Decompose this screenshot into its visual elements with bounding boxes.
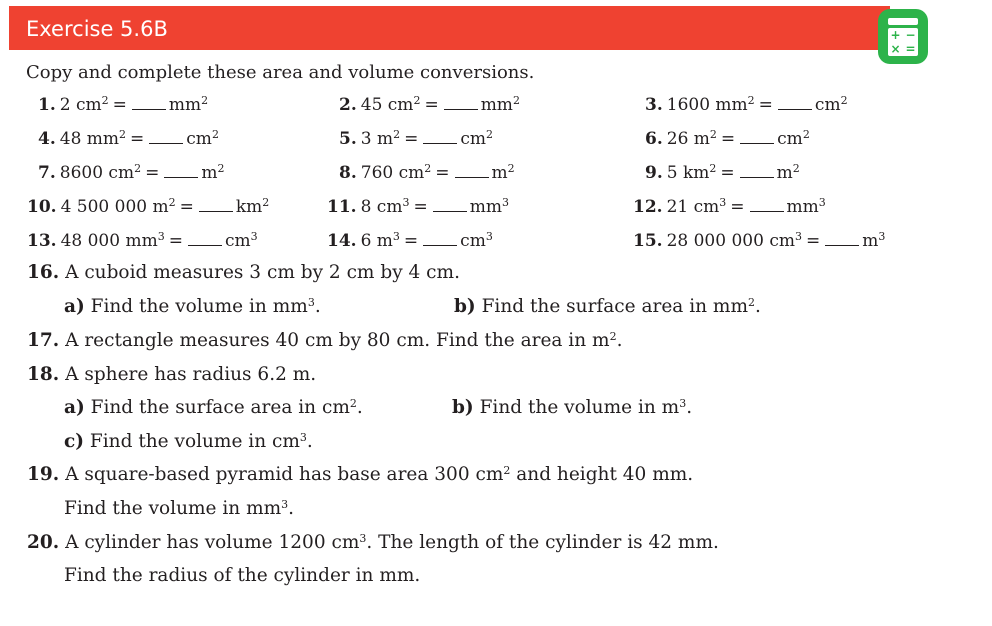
question-number: 8. bbox=[339, 163, 357, 183]
conversion-item bbox=[633, 230, 885, 252]
part-label: b) bbox=[452, 397, 474, 418]
conversion-item bbox=[645, 162, 800, 184]
question-20: 20. A cylinder has volume 1200 $cm^3$. The length of the cylinder is 42 mm. bbox=[27, 532, 719, 553]
question-18c: c) Find the volume in $cm^3$. bbox=[64, 431, 313, 452]
equals-sign: = bbox=[720, 129, 736, 149]
question-16a: a) Find the volume in $mm^3$. bbox=[64, 296, 321, 317]
equals-sign: = bbox=[168, 231, 183, 251]
question-text: Find the volume in mm bbox=[64, 498, 282, 519]
conversion-item bbox=[339, 128, 493, 150]
conversion-item bbox=[339, 162, 515, 184]
equals-sign: = bbox=[112, 95, 127, 115]
exponent: 2 bbox=[393, 128, 401, 141]
answer-blank[interactable] bbox=[164, 164, 198, 178]
right-unit: cm bbox=[460, 129, 486, 149]
calculator-keypad: + − × = bbox=[888, 28, 918, 56]
right-unit: cm bbox=[814, 95, 841, 115]
question-19-line2: Find the volume in $mm^3$. bbox=[64, 498, 295, 519]
question-16b: b) Find the surface area in $mm^2$. bbox=[454, 296, 761, 317]
question-number: 4. bbox=[38, 129, 56, 149]
exponent: 3 bbox=[392, 230, 400, 243]
conversion-item bbox=[27, 230, 258, 252]
question-text: A square-based pyramid has base area 300 cm bbox=[65, 464, 504, 485]
answer-blank[interactable] bbox=[149, 130, 183, 144]
exponent: 3 bbox=[878, 230, 886, 243]
right-unit: m bbox=[491, 163, 508, 183]
right-unit: m bbox=[776, 163, 793, 183]
exponent: 2 bbox=[802, 128, 810, 141]
left-quantity: 3 m bbox=[360, 129, 394, 149]
left-quantity: 28 000 000 cm bbox=[666, 231, 795, 251]
question-16 bbox=[27, 262, 460, 284]
left-quantity: 760 cm bbox=[360, 163, 425, 183]
part-text: Find the volume in cm bbox=[89, 431, 300, 452]
equals-sign: = bbox=[145, 163, 160, 183]
exponent: 3 bbox=[501, 196, 509, 209]
equals-sign: = bbox=[413, 197, 428, 217]
conversion-item bbox=[645, 128, 810, 150]
exponent: 2 bbox=[424, 162, 432, 175]
exponent: 3 bbox=[485, 230, 493, 243]
question-number: 3. bbox=[645, 95, 663, 115]
exponent: 2 bbox=[507, 162, 515, 175]
answer-blank[interactable] bbox=[778, 96, 812, 110]
question-20-line2 bbox=[64, 565, 420, 587]
right-unit: cm bbox=[186, 129, 212, 149]
answer-blank[interactable] bbox=[740, 130, 774, 144]
left-quantity: 1600 mm bbox=[666, 95, 748, 115]
exponent: 2 bbox=[211, 128, 219, 141]
left-quantity: 8 cm bbox=[360, 197, 403, 217]
equals-sign: = bbox=[424, 95, 439, 115]
part-label: b) bbox=[454, 296, 476, 317]
conversion-item bbox=[327, 230, 493, 252]
left-quantity: 26 m bbox=[666, 129, 710, 149]
question-19: 19. A square-based pyramid has base area 300 $cm^2$ and height 40 mm. bbox=[27, 464, 694, 485]
equals-sign: = bbox=[720, 163, 735, 183]
question-number: 17. bbox=[27, 330, 60, 351]
right-unit: mm bbox=[469, 197, 502, 217]
right-unit: mm bbox=[168, 95, 202, 115]
conversion-item bbox=[327, 196, 509, 218]
conversion-item bbox=[27, 196, 269, 218]
exponent: 3 bbox=[157, 230, 165, 243]
question-number: 9. bbox=[645, 163, 663, 183]
left-quantity: 5 km bbox=[666, 163, 710, 183]
part-text: Find the volume in m bbox=[479, 397, 680, 418]
left-quantity: 8600 cm bbox=[59, 163, 135, 183]
question-number: 18. bbox=[27, 364, 60, 385]
right-unit: km bbox=[235, 197, 263, 217]
equals-sign: = bbox=[130, 129, 145, 149]
question-18 bbox=[27, 364, 316, 386]
question-text: A rectangle measures 40 cm by 80 cm. Find the area in m bbox=[65, 330, 610, 351]
equals-sign: = bbox=[730, 197, 745, 217]
exponent: 3 bbox=[402, 196, 410, 209]
exponent: 2 bbox=[792, 162, 800, 175]
exponent: 3 bbox=[719, 196, 727, 209]
equals-sign: = bbox=[179, 197, 194, 217]
question-number: 12. bbox=[633, 197, 663, 217]
question-18a: a) Find the surface area in $cm^2$. bbox=[64, 397, 363, 418]
calculator-icon bbox=[878, 9, 928, 64]
answer-blank[interactable] bbox=[423, 130, 457, 144]
question-number: 5. bbox=[339, 129, 357, 149]
exponent: 2 bbox=[413, 94, 421, 107]
exponent: 2 bbox=[747, 94, 755, 107]
instructions: Copy and complete these area and volume conversions. bbox=[26, 62, 535, 83]
exponent: 2 bbox=[168, 196, 176, 209]
right-unit: mm bbox=[786, 197, 819, 217]
equals-sign: = bbox=[435, 163, 450, 183]
part-label: c) bbox=[64, 431, 85, 452]
question-text: A cuboid measures 3 cm by 2 cm by 4 cm. bbox=[65, 262, 460, 283]
right-unit: cm bbox=[777, 129, 803, 149]
right-unit: mm bbox=[480, 95, 513, 115]
calculator-screen bbox=[888, 18, 918, 25]
equals-sign: = bbox=[404, 129, 419, 149]
question-number: 1. bbox=[38, 95, 56, 115]
right-unit: m bbox=[862, 231, 879, 251]
answer-blank[interactable] bbox=[740, 164, 774, 178]
exponent: 2 bbox=[840, 94, 848, 107]
conversion-item bbox=[38, 162, 224, 184]
right-unit: cm bbox=[460, 231, 486, 251]
exponent: 2 bbox=[709, 162, 717, 175]
part-label: a) bbox=[64, 296, 85, 317]
exponent: 2 bbox=[512, 94, 520, 107]
conversion-item bbox=[38, 94, 208, 116]
exponent: 2 bbox=[217, 162, 225, 175]
right-unit: cm bbox=[224, 231, 251, 251]
exponent: 2 bbox=[262, 196, 270, 209]
conversion-item bbox=[339, 94, 520, 116]
conversion-item bbox=[38, 128, 219, 150]
answer-blank[interactable] bbox=[188, 232, 222, 246]
answer-blank[interactable] bbox=[433, 198, 467, 212]
question-number: 14. bbox=[327, 231, 357, 251]
question-number: 16. bbox=[27, 262, 60, 283]
question-number: 20. bbox=[27, 532, 60, 553]
exponent: 2 bbox=[101, 94, 109, 107]
question-number: 11. bbox=[327, 197, 357, 217]
left-quantity: 45 cm bbox=[360, 95, 414, 115]
equals-sign: = bbox=[403, 231, 419, 251]
exponent: 3 bbox=[818, 196, 826, 209]
question-text: A cylinder has volume 1200 cm bbox=[65, 532, 360, 553]
question-number: 15. bbox=[633, 231, 663, 251]
left-quantity: 48 mm bbox=[59, 129, 120, 149]
part-text: Find the volume in mm bbox=[90, 296, 308, 317]
question-number: 13. bbox=[27, 231, 57, 251]
part-text: Find the surface area in cm bbox=[90, 397, 350, 418]
answer-blank[interactable] bbox=[455, 164, 489, 178]
left-quantity: 6 m bbox=[360, 231, 393, 251]
exponent: 2 bbox=[201, 94, 209, 107]
exponent: 2 bbox=[486, 128, 493, 141]
answer-blank[interactable] bbox=[825, 232, 859, 246]
conversion-item bbox=[633, 196, 826, 218]
question-text: Find the radius of the cylinder in mm. bbox=[64, 565, 421, 586]
left-quantity: 2 cm bbox=[59, 95, 102, 115]
question-18b: b) Find the volume in $m^3$. bbox=[452, 397, 693, 418]
equals-sign: = bbox=[805, 231, 821, 251]
question-number: 10. bbox=[27, 197, 57, 217]
answer-blank[interactable] bbox=[132, 96, 166, 110]
exponent: 2 bbox=[119, 128, 127, 141]
question-text: A sphere has radius 6.2 m. bbox=[65, 364, 317, 385]
left-quantity: 48 000 mm bbox=[60, 231, 158, 251]
part-label: a) bbox=[64, 397, 85, 418]
right-unit: m bbox=[201, 163, 218, 183]
part-text: Find the surface area in mm bbox=[481, 296, 749, 317]
exponent: 2 bbox=[709, 128, 717, 141]
question-number: 7. bbox=[38, 163, 56, 183]
equals-sign: = bbox=[758, 95, 773, 115]
exponent: 2 bbox=[134, 162, 142, 175]
answer-blank[interactable] bbox=[444, 96, 478, 110]
answer-blank[interactable] bbox=[750, 198, 784, 212]
exponent: 3 bbox=[250, 230, 258, 243]
left-quantity: 21 cm bbox=[666, 197, 720, 217]
left-quantity: 4 500 000 m bbox=[60, 197, 169, 217]
question-number: 2. bbox=[339, 95, 357, 115]
answer-blank[interactable] bbox=[423, 232, 457, 246]
exponent: 3 bbox=[794, 230, 802, 243]
question-number: 6. bbox=[645, 129, 663, 149]
question-17: 17. A rectangle measures 40 cm by 80 cm. Find the area in $m^2$. bbox=[27, 330, 623, 351]
conversion-item bbox=[645, 94, 848, 116]
answer-blank[interactable] bbox=[199, 198, 233, 212]
question-number: 19. bbox=[27, 464, 60, 485]
exercise-title: Exercise 5.6B bbox=[26, 17, 168, 41]
